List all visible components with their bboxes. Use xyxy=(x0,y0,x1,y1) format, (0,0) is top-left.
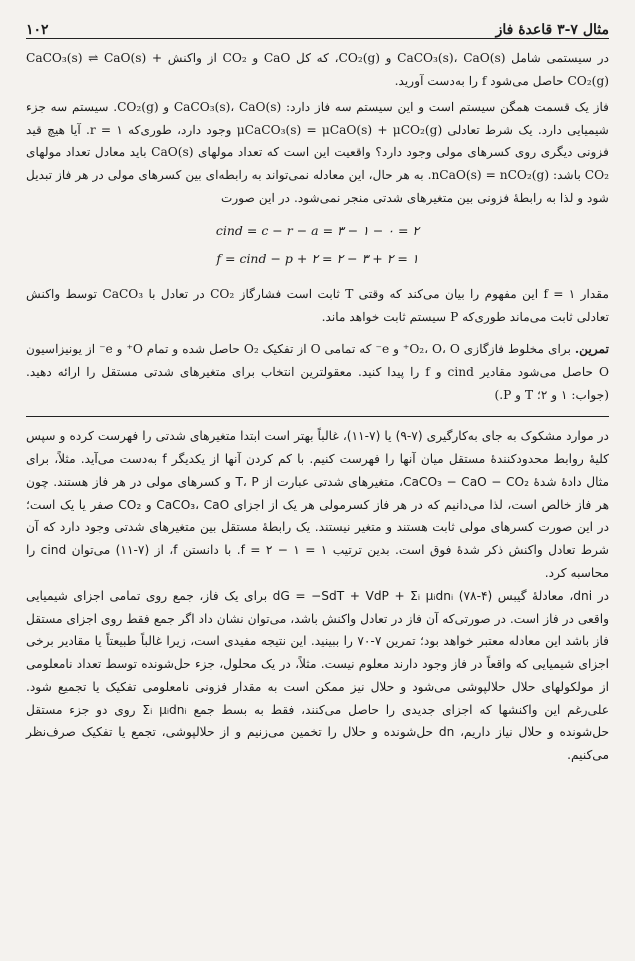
page-header xyxy=(26,12,609,39)
section-divider xyxy=(26,416,609,417)
notes-section xyxy=(26,425,609,767)
conclusion-paragraph: مقدار f = ۱ این مفهوم را بیان می‌کند که وقتی T ثابت است فشارگاز CO₂ در تعادل با CaCO₃ توسط واکنش تعادلی ثابت می‌ماند طوری‌که P سیستم ثابت خواهد ماند. xyxy=(26,287,609,324)
equation-f: f = cind − p + ۲ = ۲ − ۳ + ۲ = ۱ xyxy=(216,251,419,267)
page-number: ۱۰۲ xyxy=(26,22,49,38)
equation-cind: cind = c − r − a = ۳ − ۱ − ۰ = ۲ xyxy=(215,223,420,239)
exercise xyxy=(26,338,609,406)
exercise-label: تمرین. xyxy=(574,342,609,357)
exercise-text: برای مخلوط فازگازی O₂، O، O⁺ و e⁻ که تمامی O از تفکیک O₂ حاصل شده و تمام O⁺ و e⁻ از یونیزاسیون O حاصل می‌شود مقادیر cind و f را پیدا کنید. معقولترین انتخاب برای متغیرهای شدتی مستقل را ارائه دهید. (جواب: ۱ و ۲؛ T و P.) xyxy=(26,342,609,402)
note-paragraph: در dni، معادلهٔ گیبس (۴-۷۸) dG = −SdT + VdP + Σᵢ μᵢdnᵢ برای یک فاز، جمع روی تمامی اجزای شیمیایی واقعی در فاز است. در صورتی‌که آن فاز در تعادل واکنش باشد، می‌توان نشان داد اگر جمع فقط روی اجزای مستقل فاز باشد این معادله معتبر خواهد بود؛ تمرین ۷-۷۰ را ببینید. این نتیجه مفیدی است، زیرا غالباً طبیعتاً یا مقادیر برخی اجزای شیمیایی که واقعاً در فاز وجود دارند معلوم نیست. مثلاً، در یک محلول، جزء حل‌شونده توسط تعداد نامعلومی از مولکولهای حلال حلالپوشی می‌شود و حلال نیز ممکن است به مقدار فزونی نامعلومی تفکیک یا تجمیع شود. علی‌رغم این واکنشها که اجزای جدیدی را حاصل می‌کنند، فقط به بسط جمع Σᵢ μᵢdnᵢ روی دو جزء مستقل حل‌شونده و حلال نیاز داریم، dn حل‌شونده و حلال را تخمین می‌زنیم و از حلالپوشی، تجمع یا تفکیک صرف‌نظر می‌کنیم. xyxy=(26,588,610,763)
note-paragraph: در موارد مشکوک به جای به‌کارگیری (۷-۹) یا (۷-۱۱)، غالباً بهتر است ابتدا متغیرهای شدتی را فهرست کرده و سپس کلیهٔ روابط محدودکنندهٔ مستقل میان آنها را فهرست کنیم. با کم کردن آنها از یکدیگر f به‌دست می‌آید. مثلاً، برای مثال دادهٔ شدهٔ CaCO₃ − CaO − CO₂، متغیرهای شدتی عبارت از T، P و کسرهای مولی در هر فاز هستند. چون هر فاز خالص است، لذا می‌دانیم که در هر فاز کسرمولی هر یک از اجزای CaCO₃، CaO و CO₂ صفر یا یک است؛ در این صورت کسرهای مولی ثابت هستند و متغیر نیستند. یک رابطهٔ مستقل بین متغیرهای شدتی وجود دارد که آن شرط تعادل واکنش ذکر شدهٔ فوق است. بدین ترتیب f = ۲ − ۱ = ۱. با دانستن f، از (۷-۱۱) می‌توان cind را محاسبه کرد. xyxy=(26,429,609,580)
problem-statement: در سیستمی شامل CaCO₃(s)، CaO(s) و CO₂(g)، که کل CaO و CO₂ از واکنش CaCO₃(s) ⇌ CaO(s) + CO₂(g) حاصل می‌شود f را به‌دست آورید. xyxy=(26,51,610,88)
example-body xyxy=(26,47,609,406)
solution-paragraph: فاز یک قسمت همگن سیستم است و این سیستم سه فاز دارد: CaCO₃(s)، CaO(s) و CO₂(g). سیستم سه جزء شیمیایی دارد. یک شرط تعادلی μCaCO₃(s) = μCaO(s) + μCO₂(g) وجود دارد، طوری‌که r = ۱. آیا هیچ قید فزونی دیگری روی کسرهای مولی وجود دارد؟ واقعیت این است که تعداد مولهای CaO(s) باید معادل تعداد مولهای CO₂ باشد: nCaO(s) = nCO₂(g). به هر حال، این معادله نمی‌تواند به رابطه‌ای بین کسرهای مولی در هر فاز تبدیل شود و لذا به رابطهٔ فزونی بین متغیرهای شدتی منجر نمی‌شود. در این صورت xyxy=(26,100,609,205)
section-title: مثال ۷-۳ قاعدهٔ فاز xyxy=(495,22,609,38)
